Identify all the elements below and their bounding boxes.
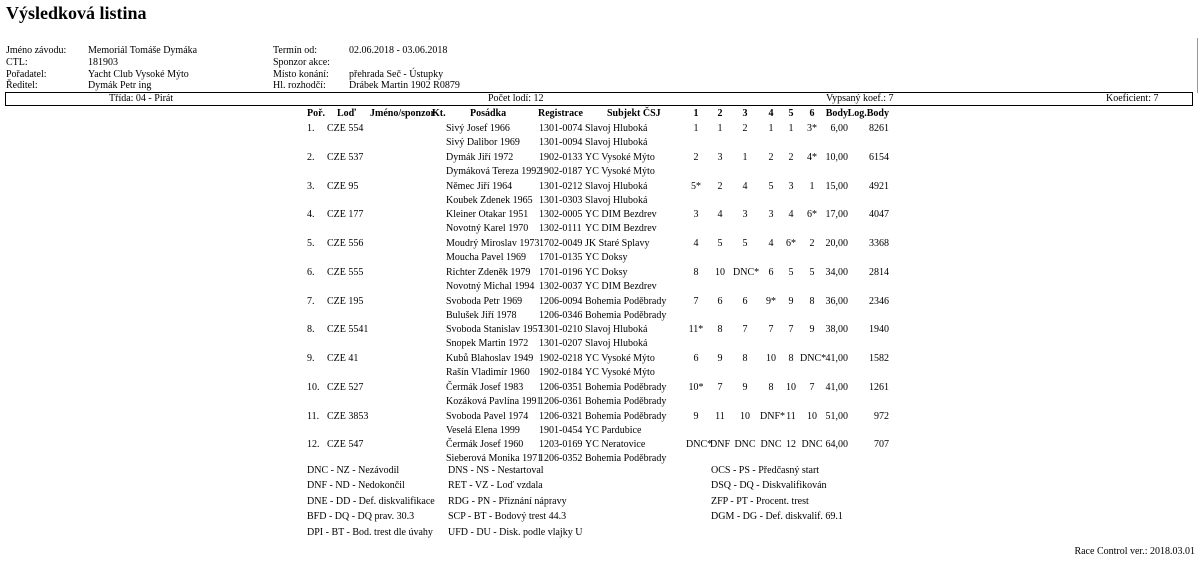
race-result: 8 <box>788 353 794 364</box>
boat-number: CZE 555 <box>327 267 364 278</box>
header-race-2: 2 <box>717 108 723 119</box>
club: Bohemia Poděbrady <box>585 310 667 321</box>
points: 10,00 <box>825 152 848 163</box>
race-result: 12 <box>786 439 796 450</box>
race-result: 3 <box>717 152 723 163</box>
race-result: DNF* <box>760 411 786 422</box>
registration: 1206-0351 <box>539 382 583 393</box>
club: Bohemia Poděbrady <box>585 396 667 407</box>
boat-count: Počet lodí: 12 <box>488 93 544 104</box>
crew-name: Rašín Vladimír 1960 <box>446 367 530 378</box>
judge-label: Hl. rozhodčí: <box>273 80 326 91</box>
crew-name: Novotný Michal 1994 <box>446 281 535 292</box>
crew-name: Snopek Martin 1972 <box>446 338 529 349</box>
log-points: 3368 <box>869 238 889 249</box>
points: 20,00 <box>825 238 848 249</box>
boat-number: CZE 195 <box>327 296 364 307</box>
position: 4. <box>307 209 315 220</box>
crew-name: Veselá Elena 1999 <box>446 425 520 436</box>
log-points: 8261 <box>869 123 889 134</box>
club: YC Doksy <box>585 252 628 263</box>
organizer: Yacht Club Vysoké Mýto <box>88 69 189 80</box>
race-result: 1 <box>768 123 774 134</box>
boat-number: CZE 177 <box>327 209 364 220</box>
race-result: DNF <box>710 439 731 450</box>
registration: 1302-0005 <box>539 209 583 220</box>
class-name: Třída: 04 - Pirát <box>109 93 174 104</box>
race-result: 6 <box>717 296 723 307</box>
club: YC DIM Bezdrev <box>585 281 657 292</box>
race-result: 7 <box>717 382 723 393</box>
race-result: DNC <box>760 439 782 450</box>
date-value: 02.06.2018 - 03.06.2018 <box>349 45 448 56</box>
venue-label: Místo konání: <box>273 69 329 80</box>
legend-item: DPI - BT - Bod. trest dle úvahy <box>307 526 433 538</box>
crew-name: Kubů Blahoslav 1949 <box>446 353 534 364</box>
race-result: 4 <box>742 181 748 192</box>
race-result: 8 <box>809 296 815 307</box>
boat-number: CZE 556 <box>327 238 364 249</box>
registration: 1901-0454 <box>539 425 583 436</box>
race-result: 4 <box>768 238 774 249</box>
position: 6. <box>307 267 315 278</box>
race-result: 9* <box>766 296 776 307</box>
registration: 1206-0321 <box>539 411 583 422</box>
club: YC DIM Bezdrev <box>585 223 657 234</box>
race-result: 3 <box>788 181 794 192</box>
club: Slavoj Hluboká <box>585 195 648 206</box>
race-result: 4 <box>693 238 699 249</box>
points: 51,00 <box>825 411 848 422</box>
position: 3. <box>307 181 315 192</box>
race-result: 7 <box>788 324 794 335</box>
registration: 1902-0187 <box>539 166 583 177</box>
club: YC DIM Bezdrev <box>585 209 657 220</box>
position: 1. <box>307 123 315 134</box>
boat-number: CZE 537 <box>327 152 364 163</box>
position: 12. <box>307 439 320 450</box>
legend-item: BFD - DQ - DQ prav. 30.3 <box>307 511 415 523</box>
club: JK Staré Splavy <box>585 238 650 249</box>
registration: 1902-0133 <box>539 152 583 163</box>
race-result: 11 <box>786 411 796 422</box>
race-result: 2 <box>809 238 815 249</box>
header-crew: Posádka <box>470 108 507 119</box>
points: 17,00 <box>825 209 848 220</box>
registration: 1206-0094 <box>539 296 583 307</box>
registration: 1702-0049 <box>539 238 583 249</box>
club: Bohemia Poděbrady <box>585 411 667 422</box>
race-result: 10 <box>807 411 817 422</box>
race-result: 5 <box>809 267 815 278</box>
race-result: 4 <box>788 209 794 220</box>
log-points: 2814 <box>869 267 889 278</box>
registration: 1301-0303 <box>539 195 583 206</box>
race-result: 11 <box>715 411 725 422</box>
race-result: 7 <box>768 324 774 335</box>
crew-name: Bulušek Jiří 1978 <box>446 310 517 321</box>
race-result: 7 <box>693 296 699 307</box>
points: 38,00 <box>825 324 848 335</box>
points: 41,00 <box>825 353 848 364</box>
legend-item: UFD - DU - Disk. podle vlajky U <box>448 526 583 538</box>
director: Dymák Petr ing <box>88 80 152 91</box>
log-points: 972 <box>874 411 889 422</box>
crew-name: Richter Zdeněk 1979 <box>446 267 531 278</box>
race-result: 2 <box>768 152 774 163</box>
club: YC Vysoké Mýto <box>585 166 655 177</box>
race-result: 9 <box>693 411 699 422</box>
race-result: 6 <box>693 353 699 364</box>
crew-name: Kleiner Otakar 1951 <box>446 209 529 220</box>
registration: 1301-0210 <box>539 324 583 335</box>
race-result: 9 <box>717 353 723 364</box>
club: Slavoj Hluboká <box>585 123 648 134</box>
position: 11. <box>307 411 320 422</box>
club: Slavoj Hluboká <box>585 137 648 148</box>
race-result: 7 <box>742 324 748 335</box>
crew-name: Kozáková Pavlína 1991 <box>446 396 542 407</box>
ctl-value: 181903 <box>88 57 118 68</box>
race-result: 10 <box>786 382 796 393</box>
race-result: 8 <box>717 324 723 335</box>
race-result: 3* <box>807 123 817 134</box>
crew-name: Svoboda Petr 1969 <box>446 296 523 307</box>
header-race-6: 6 <box>809 108 815 119</box>
crew-name: Moucha Pavel 1969 <box>446 252 526 263</box>
coefficient: Koeficient: 7 <box>1106 93 1159 104</box>
race-result: 1 <box>693 123 699 134</box>
right-divider <box>1197 38 1198 93</box>
legend-item: RET - VZ - Loď vzdala <box>448 480 543 492</box>
club: Bohemia Poděbrady <box>585 453 667 464</box>
club: YC Neratovice <box>585 439 646 450</box>
legend-item: DNS - NS - Nestartoval <box>448 465 544 476</box>
header-race-3: 3 <box>742 108 748 119</box>
race-result: DNC* <box>733 267 760 278</box>
position: 5. <box>307 238 315 249</box>
points: 6,00 <box>830 123 848 134</box>
registration: 1902-0184 <box>539 367 583 378</box>
race-result: 5 <box>768 181 774 192</box>
race-result: 3 <box>768 209 774 220</box>
race-result: DNC* <box>800 353 827 364</box>
header-registration: Registrace <box>538 108 583 119</box>
legend-item: OCS - PS - Předčasný start <box>711 465 820 476</box>
position: 8. <box>307 324 315 335</box>
race-result: 1 <box>742 152 748 163</box>
race-result: 8 <box>693 267 699 278</box>
judge-value: Drábek Martin 1902 R0879 <box>349 80 460 91</box>
club: YC Vysoké Mýto <box>585 353 655 364</box>
boat-number: CZE 554 <box>327 123 364 134</box>
points: 34,00 <box>825 267 848 278</box>
legend-item: DSQ - DQ - Diskvalifikován <box>711 480 827 492</box>
race-result: 2 <box>693 152 699 163</box>
points: 41,00 <box>825 382 848 393</box>
legend-item: DNC - NZ - Nezávodil <box>307 465 400 476</box>
page-title: Výsledková listina <box>6 3 147 23</box>
sponsor-label: Sponzor akce: <box>273 57 330 68</box>
registration: 1701-0135 <box>539 252 583 263</box>
race-result: 5* <box>691 181 701 192</box>
race-result: 4 <box>717 209 723 220</box>
crew-name: Čermák Josef 1983 <box>446 382 524 393</box>
crew-name: Dymáková Tereza 1992 <box>446 166 542 177</box>
crew-name: Dymák Jiří 1972 <box>446 152 514 163</box>
boat-number: CZE 3853 <box>327 411 369 422</box>
registration: 1302-0111 <box>539 223 582 234</box>
legend-item: DNE - DD - Def. diskvalifikace <box>307 495 435 507</box>
header-race-1: 1 <box>693 108 699 119</box>
boat-number: CZE 527 <box>327 382 364 393</box>
registration: 1301-0212 <box>539 181 583 192</box>
registration: 1701-0196 <box>539 267 583 278</box>
race-result: 11* <box>688 324 704 335</box>
club: YC Vysoké Mýto <box>585 152 655 163</box>
race-result: 1 <box>717 123 723 134</box>
race-result: 9 <box>742 382 748 393</box>
header-club: Subjekt ČSJ <box>607 108 661 119</box>
crew-name: Sieberová Monika 1971 <box>446 453 543 464</box>
race-result: 6* <box>807 209 817 220</box>
registration: 1206-0352 <box>539 453 583 464</box>
log-points: 1261 <box>869 382 889 393</box>
registration: 1301-0207 <box>539 338 583 349</box>
club: Bohemia Poděbrady <box>585 382 667 393</box>
race-result: 3 <box>693 209 699 220</box>
header-sponsor: Jméno/sponzor <box>370 108 435 119</box>
crew-name: Svoboda Stanislav 1957 <box>446 324 543 335</box>
club: YC Vysoké Mýto <box>585 367 655 378</box>
race-result: 1 <box>809 181 815 192</box>
points: 64,00 <box>825 439 848 450</box>
registration: 1902-0218 <box>539 353 583 364</box>
club: Slavoj Hluboká <box>585 181 648 192</box>
registration: 1206-0361 <box>539 396 583 407</box>
header-boat: Loď <box>337 108 357 119</box>
race-result: 8 <box>768 382 774 393</box>
legend-item: DGM - DG - Def. diskvalif. 69.1 <box>711 511 843 523</box>
race-result: 8 <box>742 353 748 364</box>
registration: 1206-0346 <box>539 310 583 321</box>
points: 15,00 <box>825 181 848 192</box>
boat-number: CZE 41 <box>327 353 359 364</box>
club: YC Doksy <box>585 267 628 278</box>
registration: 1301-0074 <box>539 123 583 134</box>
race-result: 10 <box>740 411 750 422</box>
crew-name: Koubek Zdenek 1965 <box>446 195 533 206</box>
venue-value: přehrada Seč - Ústupky <box>349 69 444 80</box>
date-label: Termín od: <box>273 45 318 56</box>
club: YC Pardubice <box>585 425 642 436</box>
race-name: Memoriál Tomáše Dymáka <box>88 45 198 56</box>
race-result: 5 <box>742 238 748 249</box>
race-result: DNC* <box>686 439 713 450</box>
crew-name: Němec Jiří 1964 <box>446 181 513 192</box>
race-result: 5 <box>717 238 723 249</box>
header-log-points: Log.Body <box>847 108 889 119</box>
crew-name: Čermák Josef 1960 <box>446 439 524 450</box>
boat-number: CZE 547 <box>327 439 364 450</box>
director-label: Ředitel: <box>6 80 38 91</box>
log-points: 1582 <box>869 353 889 364</box>
header-kt: Kt. <box>432 108 446 119</box>
log-points: 2346 <box>869 296 889 307</box>
race-result: 2 <box>742 123 748 134</box>
club: Slavoj Hluboká <box>585 324 648 335</box>
position: 2. <box>307 152 315 163</box>
header-points: Body <box>825 108 848 119</box>
crew-name: Sivý Dalibor 1969 <box>446 137 520 148</box>
points: 36,00 <box>825 296 848 307</box>
legend-item: SCP - BT - Bodový trest 44.3 <box>448 511 567 523</box>
race-name-label: Jméno závodu: <box>6 45 67 56</box>
position: 9. <box>307 353 315 364</box>
registration: 1301-0094 <box>539 137 583 148</box>
listed-coefficient: Vypsaný koef.: 7 <box>826 93 894 104</box>
race-result: 3 <box>742 209 748 220</box>
race-result: 9 <box>809 324 815 335</box>
position: 7. <box>307 296 315 307</box>
log-points: 4921 <box>869 181 889 192</box>
race-result: 5 <box>788 267 794 278</box>
boat-number: CZE 95 <box>327 181 359 192</box>
race-result: 2 <box>788 152 794 163</box>
log-points: 707 <box>874 439 889 450</box>
position: 10. <box>307 382 320 393</box>
race-result: 10 <box>715 267 725 278</box>
race-result: 4* <box>807 152 817 163</box>
footer-version: Race Control ver.: 2018.03.01 <box>1074 546 1195 557</box>
club: Slavoj Hluboká <box>585 338 648 349</box>
crew-name: Moudrý Miroslav 1973 <box>446 238 540 249</box>
race-result: DNC <box>734 439 756 450</box>
race-result: 6 <box>742 296 748 307</box>
legend-item: ZFP - PT - Procent. trest <box>711 495 809 507</box>
crew-name: Svoboda Pavel 1974 <box>446 411 529 422</box>
race-result: 2 <box>717 181 723 192</box>
legend-item: RDG - PN - Přiznání nápravy <box>448 495 567 507</box>
race-result: 10* <box>688 382 704 393</box>
log-points: 6154 <box>869 152 889 163</box>
ctl-label: CTL: <box>6 57 28 68</box>
race-result: DNC <box>801 439 823 450</box>
registration: 1302-0037 <box>539 281 583 292</box>
race-result: 6 <box>768 267 774 278</box>
legend-item: DNF - ND - Nedokončil <box>307 480 405 492</box>
race-result: 6* <box>786 238 796 249</box>
log-points: 1940 <box>869 324 889 335</box>
header-race-5: 5 <box>788 108 794 119</box>
header-race-4: 4 <box>768 108 774 119</box>
crew-name: Novotný Karel 1970 <box>446 223 529 234</box>
header-pos: Poř. <box>307 108 326 119</box>
organizer-label: Pořadatel: <box>6 69 47 80</box>
race-result: 9 <box>788 296 794 307</box>
registration: 1203-0169 <box>539 439 583 450</box>
race-result: 10 <box>766 353 776 364</box>
club: Bohemia Poděbrady <box>585 296 667 307</box>
race-result: 7 <box>809 382 815 393</box>
class-bar <box>5 92 1193 106</box>
log-points: 4047 <box>869 209 889 220</box>
race-result: 1 <box>788 123 794 134</box>
crew-name: Sivý Josef 1966 <box>446 123 510 134</box>
boat-number: CZE 5541 <box>327 324 369 335</box>
